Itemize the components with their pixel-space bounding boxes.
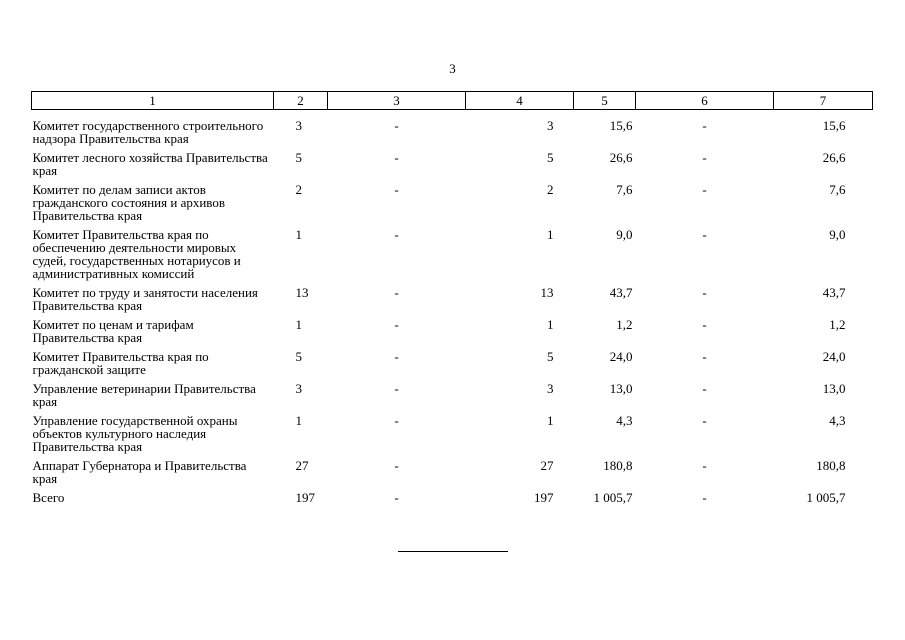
agency-name-cell: Комитет по труду и занятости населения Правительства края [32, 285, 258, 313]
table-cell: - [702, 458, 707, 473]
table-cell: - [702, 349, 707, 364]
column-header: 6 [636, 92, 774, 110]
table-cell: 2 [547, 182, 554, 197]
table-cell: - [702, 490, 707, 505]
agency-name-cell: Управление ветеринарии Правительства края [32, 381, 256, 409]
table-cell: 13,0 [609, 381, 633, 396]
table-cell: 24,0 [822, 349, 846, 364]
table-cell: 26,6 [822, 150, 846, 165]
table-cell: 7,6 [829, 182, 846, 197]
table-cell: - [702, 381, 707, 396]
column-header: 5 [574, 92, 636, 110]
agency-name-cell: Комитет Правительства края по гражданской защите [32, 349, 209, 377]
end-of-document-line [398, 551, 508, 552]
table-cell: - [394, 118, 399, 133]
table-cell: - [394, 227, 399, 242]
column-header: 1 [32, 92, 274, 110]
table-cell: 1,2 [616, 317, 633, 332]
column-header: 2 [274, 92, 328, 110]
table-row [32, 459, 873, 491]
table-header-row [32, 92, 873, 110]
table-cell: - [394, 150, 399, 165]
table-row [32, 183, 873, 228]
table-row [32, 110, 873, 152]
table-cell: 13 [295, 285, 309, 300]
table-cell: 3 [547, 381, 554, 396]
table-cell: 15,6 [609, 118, 633, 133]
table-cell: 1 [295, 227, 302, 242]
table-cell: 5 [295, 150, 302, 165]
table-cell: 1 [295, 413, 302, 428]
column-header: 4 [466, 92, 574, 110]
table-cell: 3 [547, 118, 554, 133]
table-row [32, 414, 873, 459]
agency-name-cell: Комитет по ценам и тарифам Правительства края [32, 317, 194, 345]
column-header: 3 [328, 92, 466, 110]
agency-name-cell: Комитет государственного строительного надзора Правительства края [32, 118, 264, 146]
table-cell: 15,6 [822, 118, 846, 133]
table-cell: 7,6 [616, 182, 633, 197]
table-cell: - [702, 118, 707, 133]
agency-name-cell: Комитет по делам записи актов гражданского состояния и архивов Правительства края [32, 182, 225, 223]
table-cell: - [702, 285, 707, 300]
table-cell: - [394, 349, 399, 364]
table-cell: - [394, 285, 399, 300]
table-cell: 1 [295, 317, 302, 332]
table-cell: - [394, 317, 399, 332]
table-cell: - [702, 150, 707, 165]
table-cell: 9,0 [829, 227, 846, 242]
table-row [32, 318, 873, 350]
table-cell: 27 [295, 458, 309, 473]
table-cell: - [394, 381, 399, 396]
table-cell: 2 [295, 182, 302, 197]
agency-name-cell: Аппарат Губернатора и Правительства края [32, 458, 247, 486]
table-cell: 5 [547, 349, 554, 364]
table-row [32, 151, 873, 183]
table-cell: 1 005,7 [806, 490, 846, 505]
table-row [32, 382, 873, 414]
table-cell: 1 005,7 [593, 490, 633, 505]
table-cell: - [702, 413, 707, 428]
table-cell: 1 [547, 317, 554, 332]
table-cell: 180,8 [816, 458, 846, 473]
table-cell: 4,3 [616, 413, 633, 428]
table-cell: 4,3 [829, 413, 846, 428]
table-cell: 43,7 [822, 285, 846, 300]
table-cell: - [394, 490, 399, 505]
table-row [32, 350, 873, 382]
table-cell: 13,0 [822, 381, 846, 396]
table-cell: - [394, 182, 399, 197]
page-number: 3 [449, 61, 456, 76]
table-cell: 197 [534, 490, 554, 505]
table-cell: 9,0 [616, 227, 633, 242]
table-cell: 1,2 [829, 317, 846, 332]
table-cell: 3 [295, 118, 302, 133]
column-header: 7 [774, 92, 873, 110]
table-cell: 197 [295, 490, 315, 505]
table-cell: - [394, 413, 399, 428]
table-cell: 5 [547, 150, 554, 165]
table-cell: - [394, 458, 399, 473]
table-cell: 1 [547, 413, 554, 428]
table-cell: - [702, 317, 707, 332]
table-cell: 43,7 [609, 285, 633, 300]
table-cell: 24,0 [609, 349, 633, 364]
total-label-cell: Всего [32, 490, 65, 505]
table-row [32, 228, 873, 286]
table-cell: 1 [547, 227, 554, 242]
table-cell: 180,8 [603, 458, 633, 473]
agency-name-cell: Комитет Правительства края по обеспечению деятельности мировых судей, государственных нотариусов и административных комиссий [32, 227, 241, 281]
table-cell: 5 [295, 349, 302, 364]
data-table [31, 91, 873, 510]
table-row [32, 286, 873, 318]
total-row [32, 491, 873, 510]
table-cell: 3 [295, 381, 302, 396]
agency-name-cell: Комитет лесного хозяйства Правительства края [32, 150, 268, 178]
agency-name-cell: Управление государственной охраны объектов культурного наследия Правительства края [32, 413, 238, 454]
table-cell: 26,6 [609, 150, 633, 165]
table-cell: - [702, 227, 707, 242]
table-cell: 27 [540, 458, 554, 473]
table-cell: 13 [540, 285, 554, 300]
table-cell: - [702, 182, 707, 197]
